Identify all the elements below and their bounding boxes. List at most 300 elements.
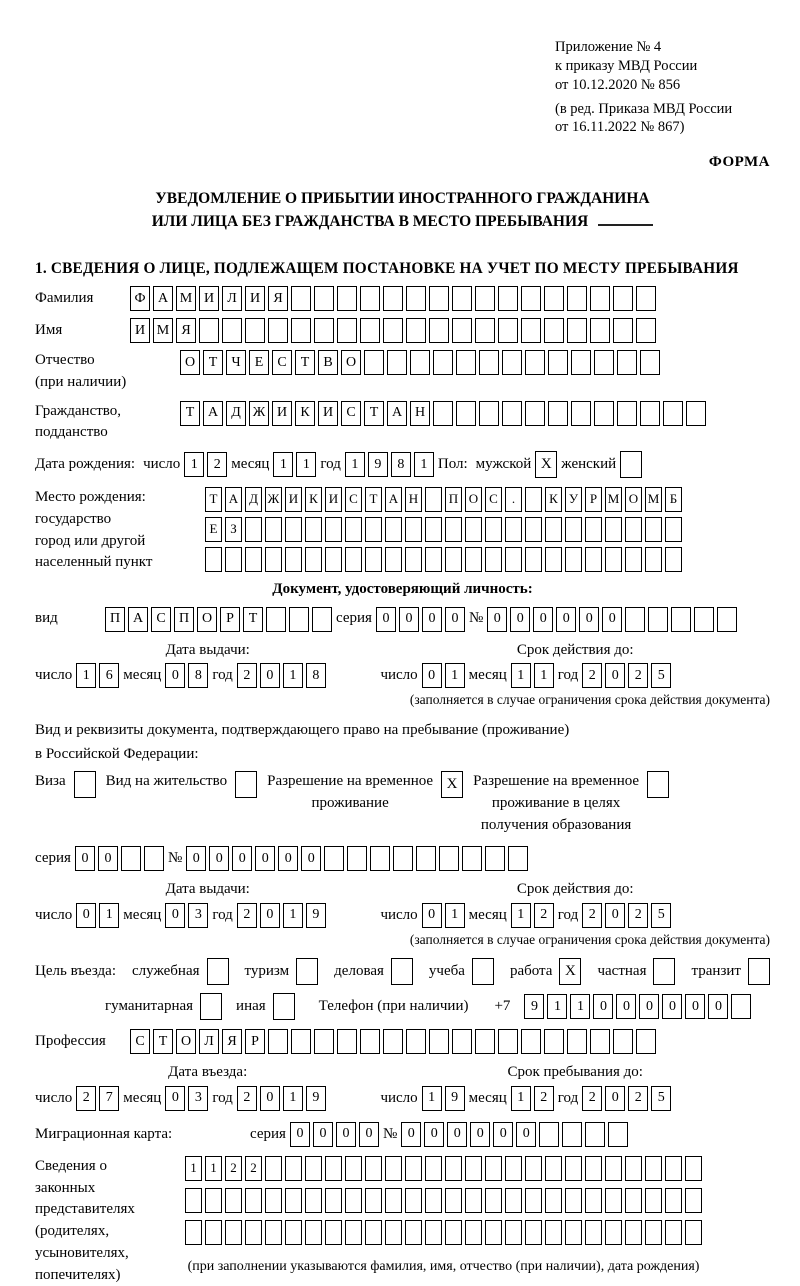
form-cell[interactable]: [605, 1156, 622, 1181]
form-cell[interactable]: И: [272, 401, 292, 426]
form-cell[interactable]: [393, 846, 413, 871]
form-cell[interactable]: [462, 846, 482, 871]
form-cell[interactable]: [265, 1188, 282, 1213]
form-cell[interactable]: [498, 286, 518, 311]
form-cell[interactable]: 1: [547, 994, 567, 1019]
form-cell[interactable]: 8: [391, 452, 411, 477]
form-cell[interactable]: [425, 547, 442, 572]
form-cell[interactable]: 2: [582, 663, 602, 688]
form-cell[interactable]: 9: [524, 994, 544, 1019]
form-cell[interactable]: 1: [76, 663, 96, 688]
form-cell[interactable]: [594, 401, 614, 426]
form-cell[interactable]: [625, 1220, 642, 1245]
form-cell[interactable]: [590, 1029, 610, 1054]
form-cell[interactable]: [365, 517, 382, 542]
form-cell[interactable]: [645, 1156, 662, 1181]
form-cell[interactable]: [268, 318, 288, 343]
form-cell[interactable]: 0: [685, 994, 705, 1019]
form-cell[interactable]: [636, 1029, 656, 1054]
form-cell[interactable]: 2: [628, 1086, 648, 1111]
form-cell[interactable]: [429, 286, 449, 311]
form-cell[interactable]: 0: [662, 994, 682, 1019]
form-cell[interactable]: 0: [76, 903, 96, 928]
form-cell[interactable]: [285, 1156, 302, 1181]
form-cell[interactable]: [314, 1029, 334, 1054]
form-cell[interactable]: 0: [336, 1122, 356, 1147]
form-cell[interactable]: 2: [225, 1156, 242, 1181]
form-cell[interactable]: [365, 1188, 382, 1213]
form-cell[interactable]: [285, 547, 302, 572]
form-cell[interactable]: А: [153, 286, 173, 311]
form-cell[interactable]: [665, 547, 682, 572]
form-cell[interactable]: [387, 350, 407, 375]
form-cell[interactable]: [268, 1029, 288, 1054]
form-cell[interactable]: [337, 286, 357, 311]
form-cell[interactable]: [665, 517, 682, 542]
form-cell[interactable]: [405, 1156, 422, 1181]
form-cell[interactable]: Т: [295, 350, 315, 375]
form-cell[interactable]: [485, 547, 502, 572]
form-cell[interactable]: И: [318, 401, 338, 426]
form-cell[interactable]: [498, 318, 518, 343]
form-cell[interactable]: Т: [180, 401, 200, 426]
form-cell[interactable]: 1: [414, 452, 434, 477]
form-cell[interactable]: [383, 286, 403, 311]
form-cell[interactable]: 2: [207, 452, 227, 477]
form-cell[interactable]: [285, 1188, 302, 1213]
form-cell[interactable]: 0: [290, 1122, 310, 1147]
form-cell[interactable]: [590, 318, 610, 343]
form-cell[interactable]: А: [128, 607, 148, 632]
form-cell[interactable]: 0: [424, 1122, 444, 1147]
form-cell[interactable]: [291, 286, 311, 311]
form-cell[interactable]: [429, 318, 449, 343]
form-cell[interactable]: [347, 846, 367, 871]
form-cell[interactable]: [383, 318, 403, 343]
form-cell[interactable]: [498, 1029, 518, 1054]
form-cell[interactable]: [544, 286, 564, 311]
form-cell[interactable]: [325, 547, 342, 572]
form-cell[interactable]: [508, 846, 528, 871]
form-cell[interactable]: [439, 846, 459, 871]
form-cell[interactable]: [445, 1188, 462, 1213]
form-cell[interactable]: [205, 1188, 222, 1213]
form-cell[interactable]: 2: [582, 1086, 602, 1111]
form-cell[interactable]: [305, 1188, 322, 1213]
form-cell[interactable]: М: [176, 286, 196, 311]
form-cell[interactable]: [289, 607, 309, 632]
form-cell[interactable]: [385, 1156, 402, 1181]
form-cell[interactable]: [385, 1220, 402, 1245]
form-cell[interactable]: [405, 517, 422, 542]
form-cell[interactable]: [425, 1188, 442, 1213]
form-cell[interactable]: 0: [602, 607, 622, 632]
form-cell[interactable]: [312, 607, 332, 632]
form-cell[interactable]: Т: [243, 607, 263, 632]
form-cell[interactable]: 2: [534, 903, 554, 928]
temp-permit-edu-checkbox[interactable]: [647, 771, 669, 798]
form-cell[interactable]: И: [130, 318, 150, 343]
form-cell[interactable]: [567, 286, 587, 311]
form-cell[interactable]: [545, 1220, 562, 1245]
form-cell[interactable]: [199, 318, 219, 343]
purpose-transit-checkbox[interactable]: [748, 958, 770, 985]
form-cell[interactable]: 0: [579, 607, 599, 632]
form-cell[interactable]: 1: [511, 1086, 531, 1111]
form-cell[interactable]: [245, 547, 262, 572]
form-cell[interactable]: [185, 1220, 202, 1245]
form-cell[interactable]: [479, 401, 499, 426]
form-cell[interactable]: Т: [203, 350, 223, 375]
form-cell[interactable]: [405, 1220, 422, 1245]
form-cell[interactable]: И: [199, 286, 219, 311]
form-cell[interactable]: [665, 1156, 682, 1181]
form-cell[interactable]: 1: [185, 1156, 202, 1181]
form-cell[interactable]: [565, 1188, 582, 1213]
form-cell[interactable]: О: [176, 1029, 196, 1054]
form-cell[interactable]: [694, 607, 714, 632]
form-cell[interactable]: 0: [639, 994, 659, 1019]
form-cell[interactable]: [525, 1156, 542, 1181]
form-cell[interactable]: [505, 547, 522, 572]
form-cell[interactable]: Ф: [130, 286, 150, 311]
form-cell[interactable]: [445, 517, 462, 542]
form-cell[interactable]: 9: [445, 1086, 465, 1111]
form-cell[interactable]: С: [345, 487, 362, 512]
purpose-humanitarian-checkbox[interactable]: [200, 993, 222, 1020]
form-cell[interactable]: 0: [260, 663, 280, 688]
temp-permit-checkbox[interactable]: X: [441, 771, 463, 798]
form-cell[interactable]: 0: [445, 607, 465, 632]
form-cell[interactable]: 9: [368, 452, 388, 477]
form-cell[interactable]: 0: [260, 903, 280, 928]
form-cell[interactable]: И: [325, 487, 342, 512]
form-cell[interactable]: 1: [511, 663, 531, 688]
form-cell[interactable]: [545, 517, 562, 542]
form-cell[interactable]: 5: [651, 1086, 671, 1111]
form-cell[interactable]: 0: [301, 846, 321, 871]
form-cell[interactable]: 0: [422, 663, 442, 688]
form-cell[interactable]: 2: [237, 903, 257, 928]
form-cell[interactable]: [305, 1220, 322, 1245]
form-cell[interactable]: [648, 607, 668, 632]
form-cell[interactable]: [365, 1220, 382, 1245]
form-cell[interactable]: [445, 1220, 462, 1245]
form-cell[interactable]: 0: [470, 1122, 490, 1147]
form-cell[interactable]: [605, 547, 622, 572]
form-cell[interactable]: 5: [651, 663, 671, 688]
form-cell[interactable]: [425, 517, 442, 542]
form-cell[interactable]: [365, 1156, 382, 1181]
form-cell[interactable]: [685, 1156, 702, 1181]
form-cell[interactable]: [567, 318, 587, 343]
purpose-other-checkbox[interactable]: [273, 993, 295, 1020]
form-cell[interactable]: [337, 1029, 357, 1054]
form-cell[interactable]: [345, 1156, 362, 1181]
form-cell[interactable]: Д: [226, 401, 246, 426]
form-cell[interactable]: [685, 1220, 702, 1245]
form-cell[interactable]: [285, 1220, 302, 1245]
form-cell[interactable]: [452, 1029, 472, 1054]
form-cell[interactable]: [505, 1220, 522, 1245]
form-cell[interactable]: Ч: [226, 350, 246, 375]
form-cell[interactable]: 8: [188, 663, 208, 688]
form-cell[interactable]: [571, 350, 591, 375]
form-cell[interactable]: О: [197, 607, 217, 632]
form-cell[interactable]: [245, 1188, 262, 1213]
form-cell[interactable]: 2: [237, 1086, 257, 1111]
form-cell[interactable]: В: [318, 350, 338, 375]
form-cell[interactable]: [445, 1156, 462, 1181]
form-cell[interactable]: [265, 517, 282, 542]
form-cell[interactable]: Е: [249, 350, 269, 375]
form-cell[interactable]: [565, 547, 582, 572]
purpose-official-checkbox[interactable]: [207, 958, 229, 985]
form-cell[interactable]: [265, 1220, 282, 1245]
form-cell[interactable]: 0: [75, 846, 95, 871]
form-cell[interactable]: [465, 1220, 482, 1245]
form-cell[interactable]: Т: [153, 1029, 173, 1054]
form-cell[interactable]: [385, 1188, 402, 1213]
form-cell[interactable]: 0: [278, 846, 298, 871]
form-cell[interactable]: 0: [313, 1122, 333, 1147]
form-cell[interactable]: [305, 517, 322, 542]
form-cell[interactable]: 2: [628, 903, 648, 928]
form-cell[interactable]: 1: [283, 1086, 303, 1111]
form-cell[interactable]: [325, 1156, 342, 1181]
form-cell[interactable]: [565, 1220, 582, 1245]
form-cell[interactable]: 0: [98, 846, 118, 871]
sex-male-checkbox[interactable]: X: [535, 451, 557, 478]
form-cell[interactable]: С: [485, 487, 502, 512]
form-cell[interactable]: 1: [99, 903, 119, 928]
form-cell[interactable]: С: [151, 607, 171, 632]
form-cell[interactable]: [521, 318, 541, 343]
form-cell[interactable]: Е: [205, 517, 222, 542]
residence-permit-checkbox[interactable]: [235, 771, 257, 798]
form-cell[interactable]: К: [295, 401, 315, 426]
form-cell[interactable]: [608, 1122, 628, 1147]
form-cell[interactable]: [525, 547, 542, 572]
form-cell[interactable]: 0: [165, 1086, 185, 1111]
form-cell[interactable]: [305, 547, 322, 572]
form-cell[interactable]: [425, 487, 442, 512]
form-cell[interactable]: Р: [245, 1029, 265, 1054]
form-cell[interactable]: [325, 1188, 342, 1213]
form-cell[interactable]: .: [505, 487, 522, 512]
form-cell[interactable]: [452, 286, 472, 311]
form-cell[interactable]: [485, 1220, 502, 1245]
form-cell[interactable]: Я: [176, 318, 196, 343]
form-cell[interactable]: 0: [232, 846, 252, 871]
form-cell[interactable]: 0: [616, 994, 636, 1019]
form-cell[interactable]: [565, 1156, 582, 1181]
form-cell[interactable]: [665, 1220, 682, 1245]
form-cell[interactable]: Б: [665, 487, 682, 512]
form-cell[interactable]: [475, 318, 495, 343]
form-cell[interactable]: [502, 350, 522, 375]
form-cell[interactable]: М: [645, 487, 662, 512]
form-cell[interactable]: 8: [306, 663, 326, 688]
form-cell[interactable]: 1: [184, 452, 204, 477]
form-cell[interactable]: [625, 607, 645, 632]
form-cell[interactable]: 0: [255, 846, 275, 871]
form-cell[interactable]: [717, 607, 737, 632]
form-cell[interactable]: 1: [511, 903, 531, 928]
form-cell[interactable]: [605, 1220, 622, 1245]
form-cell[interactable]: А: [225, 487, 242, 512]
purpose-private-checkbox[interactable]: [653, 958, 675, 985]
form-cell[interactable]: [640, 401, 660, 426]
form-cell[interactable]: [445, 547, 462, 572]
form-cell[interactable]: С: [272, 350, 292, 375]
form-cell[interactable]: [625, 1156, 642, 1181]
form-cell[interactable]: Я: [222, 1029, 242, 1054]
form-cell[interactable]: [625, 1188, 642, 1213]
form-cell[interactable]: 7: [99, 1086, 119, 1111]
purpose-work-checkbox[interactable]: X: [559, 958, 581, 985]
form-cell[interactable]: [291, 318, 311, 343]
form-cell[interactable]: [613, 1029, 633, 1054]
form-cell[interactable]: [305, 1156, 322, 1181]
form-cell[interactable]: 1: [283, 663, 303, 688]
form-cell[interactable]: [416, 846, 436, 871]
form-cell[interactable]: [465, 547, 482, 572]
purpose-business-checkbox[interactable]: [391, 958, 413, 985]
form-cell[interactable]: [314, 318, 334, 343]
form-cell[interactable]: 0: [708, 994, 728, 1019]
form-cell[interactable]: [625, 517, 642, 542]
form-cell[interactable]: [545, 1156, 562, 1181]
form-cell[interactable]: [485, 1188, 502, 1213]
form-cell[interactable]: [456, 401, 476, 426]
visa-checkbox[interactable]: [74, 771, 96, 798]
form-cell[interactable]: [585, 517, 602, 542]
form-cell[interactable]: 0: [422, 607, 442, 632]
form-cell[interactable]: [325, 517, 342, 542]
form-cell[interactable]: Ж: [249, 401, 269, 426]
form-cell[interactable]: [485, 517, 502, 542]
form-cell[interactable]: [645, 1188, 662, 1213]
form-cell[interactable]: [617, 350, 637, 375]
form-cell[interactable]: 9: [306, 1086, 326, 1111]
form-cell[interactable]: [645, 1220, 662, 1245]
form-cell[interactable]: [324, 846, 344, 871]
form-cell[interactable]: [465, 1156, 482, 1181]
form-cell[interactable]: [544, 318, 564, 343]
form-cell[interactable]: [545, 1188, 562, 1213]
form-cell[interactable]: 3: [188, 1086, 208, 1111]
form-cell[interactable]: 0: [447, 1122, 467, 1147]
form-cell[interactable]: [548, 401, 568, 426]
form-cell[interactable]: [452, 318, 472, 343]
form-cell[interactable]: [465, 517, 482, 542]
form-cell[interactable]: [585, 1122, 605, 1147]
form-cell[interactable]: 2: [628, 663, 648, 688]
form-cell[interactable]: Т: [364, 401, 384, 426]
form-cell[interactable]: [144, 846, 164, 871]
form-cell[interactable]: [345, 1220, 362, 1245]
form-cell[interactable]: 0: [533, 607, 553, 632]
form-cell[interactable]: [613, 286, 633, 311]
form-cell[interactable]: 2: [534, 1086, 554, 1111]
form-cell[interactable]: [325, 1220, 342, 1245]
form-cell[interactable]: У: [565, 487, 582, 512]
form-cell[interactable]: [686, 401, 706, 426]
form-cell[interactable]: 0: [209, 846, 229, 871]
form-cell[interactable]: 0: [401, 1122, 421, 1147]
form-cell[interactable]: [585, 547, 602, 572]
form-cell[interactable]: [525, 1220, 542, 1245]
form-cell[interactable]: [479, 350, 499, 375]
form-cell[interactable]: 1: [283, 903, 303, 928]
form-cell[interactable]: М: [153, 318, 173, 343]
form-cell[interactable]: 0: [593, 994, 613, 1019]
form-cell[interactable]: С: [341, 401, 361, 426]
form-cell[interactable]: 0: [605, 1086, 625, 1111]
form-cell[interactable]: [364, 350, 384, 375]
form-cell[interactable]: Ж: [265, 487, 282, 512]
form-cell[interactable]: [525, 401, 545, 426]
form-cell[interactable]: [671, 607, 691, 632]
form-cell[interactable]: [585, 1220, 602, 1245]
form-cell[interactable]: О: [465, 487, 482, 512]
form-cell[interactable]: 1: [345, 452, 365, 477]
form-cell[interactable]: А: [385, 487, 402, 512]
form-cell[interactable]: [265, 1156, 282, 1181]
form-cell[interactable]: 1: [570, 994, 590, 1019]
form-cell[interactable]: [617, 401, 637, 426]
form-cell[interactable]: А: [387, 401, 407, 426]
form-cell[interactable]: [545, 547, 562, 572]
form-cell[interactable]: [185, 1188, 202, 1213]
form-cell[interactable]: О: [625, 487, 642, 512]
form-cell[interactable]: [505, 1156, 522, 1181]
form-cell[interactable]: [345, 517, 362, 542]
form-cell[interactable]: [567, 1029, 587, 1054]
form-cell[interactable]: [562, 1122, 582, 1147]
form-cell[interactable]: [565, 517, 582, 542]
form-cell[interactable]: [225, 547, 242, 572]
form-cell[interactable]: [360, 1029, 380, 1054]
form-cell[interactable]: [571, 401, 591, 426]
form-cell[interactable]: К: [545, 487, 562, 512]
form-cell[interactable]: [405, 547, 422, 572]
form-cell[interactable]: Т: [205, 487, 222, 512]
form-cell[interactable]: [605, 1188, 622, 1213]
form-cell[interactable]: 0: [165, 663, 185, 688]
form-cell[interactable]: 6: [99, 663, 119, 688]
form-cell[interactable]: [539, 1122, 559, 1147]
form-cell[interactable]: [337, 318, 357, 343]
form-cell[interactable]: [406, 1029, 426, 1054]
form-cell[interactable]: М: [605, 487, 622, 512]
form-cell[interactable]: Л: [222, 286, 242, 311]
form-cell[interactable]: 0: [487, 607, 507, 632]
form-cell[interactable]: [613, 318, 633, 343]
sex-female-checkbox[interactable]: [620, 451, 642, 478]
form-cell[interactable]: [521, 1029, 541, 1054]
form-cell[interactable]: [521, 286, 541, 311]
form-cell[interactable]: [544, 1029, 564, 1054]
form-cell[interactable]: 1: [445, 903, 465, 928]
form-cell[interactable]: [222, 318, 242, 343]
form-cell[interactable]: [245, 1220, 262, 1245]
form-cell[interactable]: [429, 1029, 449, 1054]
form-cell[interactable]: [245, 318, 265, 343]
form-cell[interactable]: [585, 1156, 602, 1181]
form-cell[interactable]: С: [130, 1029, 150, 1054]
